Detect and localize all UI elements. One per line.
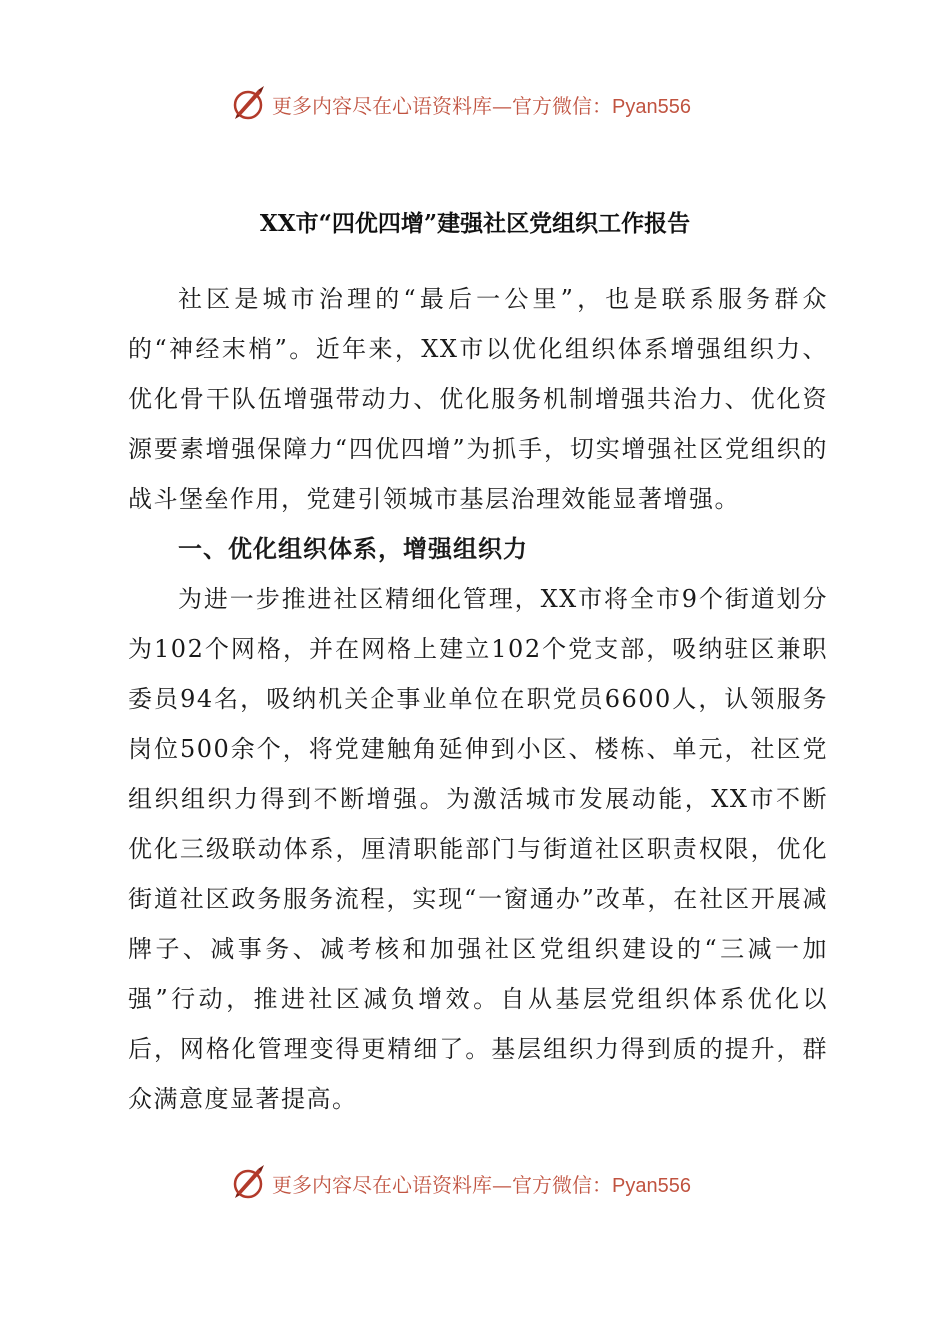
banner-text — [272, 1169, 691, 1198]
document-body — [128, 274, 828, 1124]
quill-logo-icon — [228, 84, 268, 124]
intro-paragraph: 社区是城市治理的“最后一公里”，也是联系服务群众的“神经末梢”。近年来，XX市以优化组织体系增强组织力、优化骨干队伍增强带动力、优化服务机制增强共治力、优化资源要素增强保障力“四优四增”为抓手，切实增强社区党组织的战斗堡垒作用，党建引领城市基层治理效能显著增强。 — [128, 285, 828, 513]
wechat-id: Pyan556 — [612, 95, 691, 118]
header-watermark-banner — [228, 84, 691, 124]
banner-label: 更多内容尽在心语资料库—官方微信： — [272, 1172, 612, 1197]
banner-label: 更多内容尽在心语资料库—官方微信： — [272, 93, 612, 118]
quill-logo-icon — [228, 1163, 268, 1203]
document-title: XX市“四优四增”建强社区党组织工作报告 — [259, 210, 691, 237]
section-heading: 一、优化组织体系，增强组织力 — [178, 534, 528, 563]
wechat-id: Pyan556 — [612, 1174, 691, 1197]
section-paragraph: 为进一步推进社区精细化管理，XX市将全市9个街道划分为102个网格，并在网格上建立102个党支部，吸纳驻区兼职委员94名，吸纳机关企事业单位在职党员6600人，认领服务岗位500余个，将党建触角延伸到小区、楼栋、单元，社区党组织组织力得到不断增强。为激活城市发展动能，XX市不断优化三级联动体系，厘清职能部门与街道社区职责权限，优化街道社区政务服务流程，实现“一窗通办”改革，在社区开展减牌子、减事务、减考核和加强社区党组织建设的“三减一加强”行动，推进社区减负增效。自从基层党组织体系优化以后，网格化管理变得更精细了。基层组织力得到质的提升，群众满意度显著提高。 — [128, 585, 828, 1113]
footer-watermark-banner — [228, 1163, 691, 1203]
banner-text — [272, 90, 691, 119]
